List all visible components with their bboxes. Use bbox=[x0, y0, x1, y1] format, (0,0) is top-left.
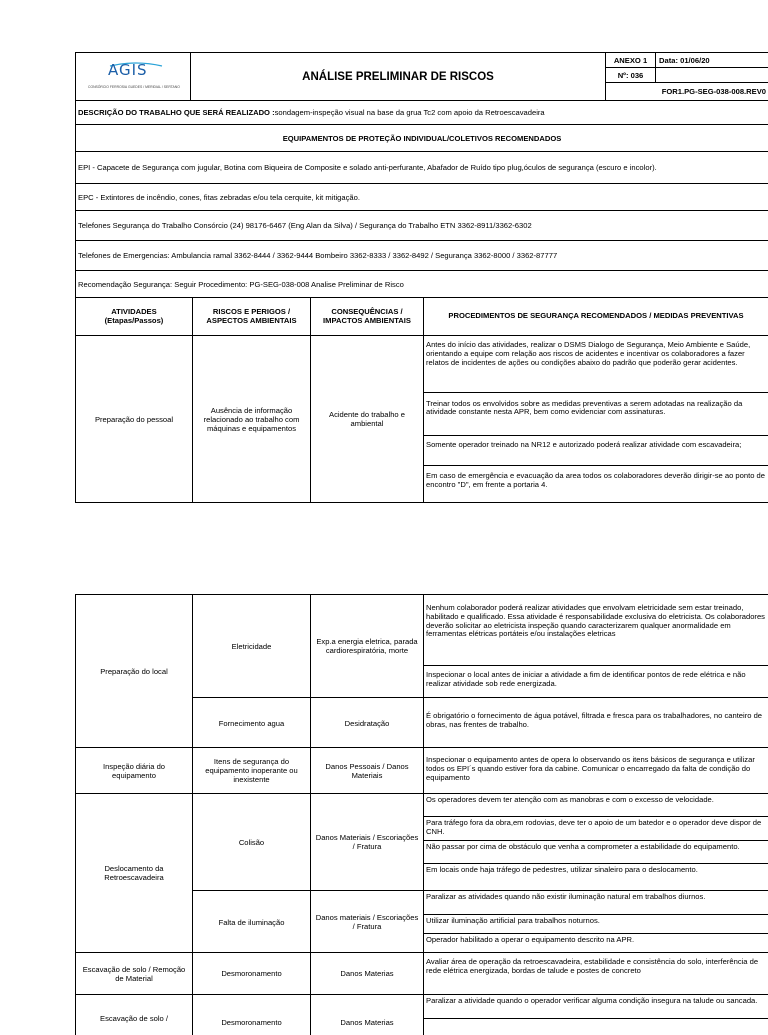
table-row bbox=[76, 794, 768, 953]
table-row bbox=[76, 995, 768, 1035]
document-title: ANÁLISE PRELIMINAR DE RISCOS bbox=[191, 53, 606, 100]
consequence-cell: Danos Materias bbox=[311, 953, 424, 994]
document-code: FOR1.PG-SEG-038-008.REV0 bbox=[661, 87, 766, 96]
safety-phones: Telefones Segurança do Trabalho Consórcio (24) 98176-6467 (Eng Alan da Silva) / Segurança do Trabalho ETN 3362-8911/3362-6302 bbox=[76, 211, 768, 240]
procedure-item: Avaliar área de operação da retroescavadeira, estabilidade e consistência do solo, interferência de rede elétrica energizada, bordas de talude e postes de concreto bbox=[426, 957, 759, 975]
procedure-item: Somente operador treinado na NR12 e autorizado poderá realizar atividade com escavadeira; bbox=[424, 436, 768, 466]
risk-cell: Falta de iluminação bbox=[193, 891, 311, 953]
table-row bbox=[76, 748, 768, 794]
procedure-item: Nenhum colaborador poderá realizar atividades que envolvam eletricidade sem estar treinado, habilitado e qualificado. Essa atividade é responsabilidade exclusiva do eletricista. Os colaboradores deverão solicitar ao eletricista inspeção quando caracterizarem qualquer anormalidade em ferramentas elétricas portáteis e/ou instalações eletricas bbox=[424, 595, 768, 666]
risk-cell: Itens de segurança do equipamento inoperante ou inexistente bbox=[193, 748, 311, 793]
procedure-item: Em caso de emergência e evacuação da area todos os colaboradores deverão dirigir-se ao ponto de encontro "D", em frente a portaria 4. bbox=[426, 471, 765, 489]
risk-cell: Colisão bbox=[193, 794, 311, 890]
col-header-procedures: PROCEDIMENTOS DE SEGURANÇA RECOMENDADOS / MEDIDAS PREVENTIVAS bbox=[424, 298, 768, 335]
col-header-consequences: CONSEQUÊNCIAS / IMPACTOS AMBIENTAIS bbox=[311, 298, 424, 335]
logo-subtitle: CONSÓRCIO FERROSIA GUEDES / MERIDIAL / SERTANO bbox=[88, 85, 180, 89]
table-row bbox=[76, 953, 768, 995]
activity-cell: Escavação de solo / bbox=[76, 995, 193, 1035]
activity-cell: Escavação de solo / Remoção de Material bbox=[76, 953, 193, 994]
procedure-item: Treinar todos os envolvidos sobre as medidas preventivas a serem adotadas na realização da atividade constante nesta APR, bem como evidenciar com assinaturas. bbox=[424, 393, 768, 437]
procedure-item: Em locais onde haja tráfego de pedestres, utilizar sinaleiro para o deslocamento. bbox=[426, 865, 698, 875]
consequence-cell: Danos Pessoais / Danos Materiais bbox=[311, 748, 424, 793]
emergency-phones: Telefones de Emergencias: Ambulancia ramal 3362-8444 / 3362-9444 Bombeiro 3362-8333 / 3362-8492 / Segurança 3362-8000 / 3362-87777 bbox=[76, 241, 768, 270]
consequence-cell: Danos materiais / Escoriações / Fratura bbox=[311, 891, 424, 953]
activity-cell: Deslocamento da Retroescavadeira bbox=[76, 794, 193, 952]
column-header-row bbox=[76, 298, 768, 336]
annex-label: ANEXO 1 bbox=[606, 53, 656, 67]
header-row bbox=[76, 53, 768, 101]
epi-list: EPI - Capacete de Segurança com jugular, Botina com Biqueira de Composite e solado anti-perfurante, Abafador de Ruído tipo plug,óculos de segurança (escuro e incolor). bbox=[76, 152, 768, 183]
procedure-item: Não passar por cima de obstáculo que venha a comprometer a estabilidade do equipamento. bbox=[424, 841, 768, 865]
risk-cell: Ausência de informação relacionado ao trabalho com máquinas e equipamentos bbox=[193, 336, 311, 502]
procedure-item: Paralizar as atividades quando não existir iluminação natural em trabalhos diurnos. bbox=[424, 891, 768, 915]
procedure-item: Paralizar a atividade quando o operador verificar alguma condição insegura na talude ou sancada. bbox=[424, 995, 768, 1019]
company-logo bbox=[76, 53, 191, 100]
risk-cell: Desmoronamento bbox=[193, 953, 311, 994]
activity-cell: Preparação do local bbox=[76, 595, 193, 747]
ppe-section-title: EQUIPAMENTOS DE PROTEÇÃO INDIVIDUAL/COLETIVOS RECOMENDADOS bbox=[76, 125, 768, 151]
activity-cell: Preparação do pessoal bbox=[76, 336, 193, 502]
activity-cell: Inspeção diária do equipamento bbox=[76, 748, 193, 793]
document-number: Nº: 036 bbox=[606, 68, 656, 82]
document-date: Data: 01/06/20 bbox=[659, 55, 710, 65]
consequence-cell: Acidente do trabalho e ambiental bbox=[311, 336, 424, 502]
epc-list: EPC - Extintores de incêndio, cones, fitas zebradas e/ou tela cerquite, kit mitigação. bbox=[76, 184, 768, 210]
procedure-item: Antes do início das atividades, realizar o DSMS Dialogo de Segurança, Meio Ambiente e Saúde, orientando a equipe com relação aos riscos de acidentes e incentivar os colaboradores a fazer relatos de incidentes de ações ou condições abaixo do padrão que poderão gerar acidentes. bbox=[424, 336, 768, 393]
work-description-row bbox=[76, 101, 768, 125]
col-header-risks: RISCOS E PERIGOS / ASPECTOS AMBIENTAIS bbox=[193, 298, 311, 335]
logo-text: AGIS bbox=[108, 61, 148, 79]
consequence-cell: Danos Materias bbox=[311, 995, 424, 1035]
procedure-item: Inspecionar o equipamento antes de opera lo observando os itens básicos de segurança e utilizar todos os EPI´s quando estiver fora da cabine. Comunicar o encarregado da falta de condição do equipamento bbox=[426, 755, 755, 782]
document-meta bbox=[606, 53, 768, 100]
safety-recommendation: Recomendação Segurança: Seguir Procedimento: PG-SEG-038-008 Analise Preliminar de Risco bbox=[76, 271, 768, 297]
work-description-value: sondagem-inspeção visual na base da grua Tc2 com apoio da Retroescavadeira bbox=[274, 108, 545, 117]
consequence-cell: Exp.a energia eletrica, parada cardiorespiratória, morte bbox=[311, 595, 424, 697]
procedure-item: É obrigatório o fornecimento de água potável, filtrada e fresca para os trabalhadores, no canteiro de obras, nas frentes de trabalho. bbox=[426, 711, 763, 729]
procedure-item: Os operadores devem ter atenção com as manobras e com o excesso de velocidade. bbox=[424, 794, 768, 817]
consequence-cell: Danos Materiais / Escoriações / Fratura bbox=[311, 794, 424, 890]
risk-cell: Desmoronamento bbox=[193, 995, 311, 1035]
procedure-item: Para tráfego fora da obra,em rodovias, deve ter o apoio de um batedor e o operador deve dispor de CNH. bbox=[424, 817, 768, 841]
procedures-cell bbox=[424, 336, 768, 502]
procedure-item: Inspecionar o local antes de iniciar a atividade a fim de identificar pontos de rede elétrica e não realizar atividade sob rede energizada. bbox=[426, 670, 746, 688]
apr-sheet-page-1 bbox=[75, 52, 768, 503]
procedure-item: Operador habilitado a operar o equipamento descrito na APR. bbox=[426, 935, 635, 944]
risk-cell: Eletricidade bbox=[193, 595, 311, 697]
apr-sheet-page-2 bbox=[75, 594, 768, 1035]
consequence-cell: Desidratação bbox=[311, 698, 424, 748]
table-row bbox=[76, 595, 768, 748]
risk-cell: Fornecimento agua bbox=[193, 698, 311, 748]
col-header-activities: ATIVIDADES (Etapas/Passos) bbox=[76, 298, 193, 335]
table-row bbox=[76, 336, 768, 503]
procedure-item: Utilizar iluminação artificial para trabalhos noturnos. bbox=[424, 915, 768, 934]
ppe-title-row bbox=[76, 125, 768, 152]
work-description-label: DESCRIÇÃO DO TRABALHO QUE SERÁ REALIZADO : bbox=[78, 108, 275, 117]
